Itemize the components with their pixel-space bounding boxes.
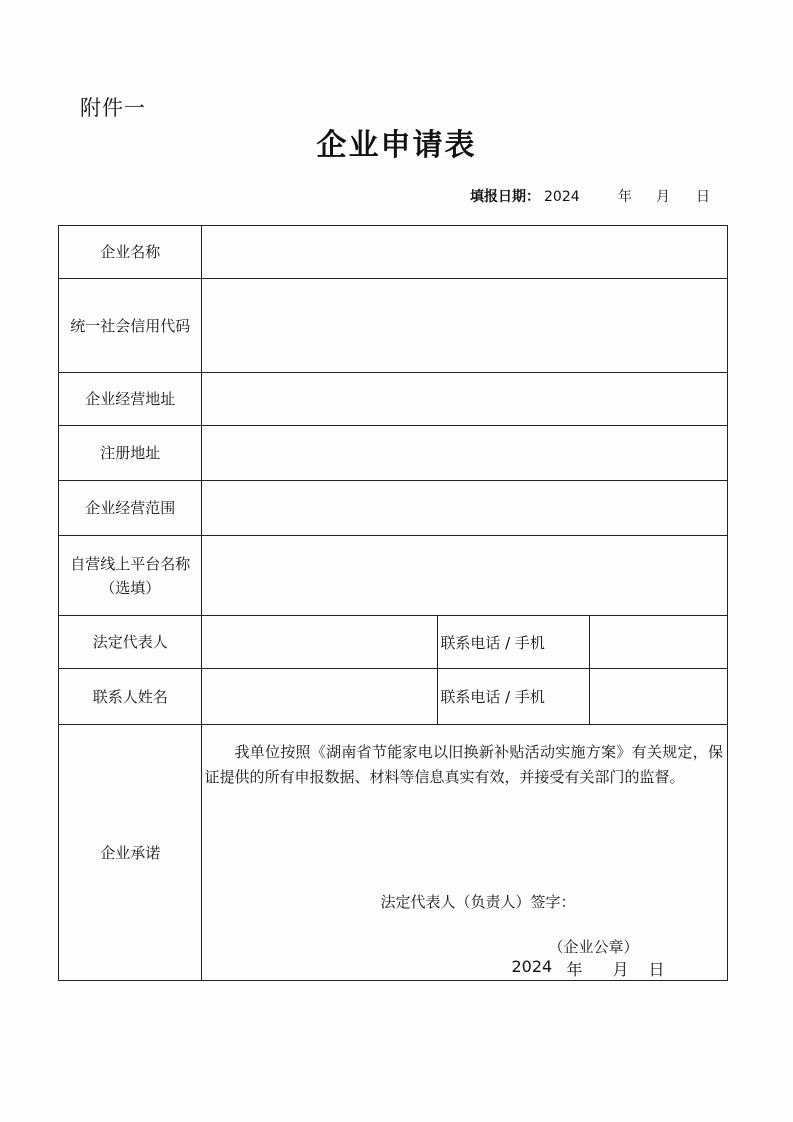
pledge-date-month-unit: 月 xyxy=(612,959,629,979)
pledge-date-day-unit: 日 xyxy=(648,959,665,979)
pledge-date-year-unit: 年 xyxy=(566,959,583,979)
fill-date-day-unit: 日 xyxy=(696,189,710,205)
company-name-label: 企业名称 xyxy=(59,226,202,279)
fill-date-line xyxy=(470,186,710,206)
form-title: 企业申请表 xyxy=(316,128,477,163)
business-address-label: 企业经营地址 xyxy=(59,373,202,426)
pledge-text: 我单位按照《湖南省节能家电以旧换新补贴活动实施方案》有关规定，保证提供的所有申报数据、材料等信息真实有效，并接受有关部门的监督。 xyxy=(204,742,723,786)
platform-name-label xyxy=(59,536,202,616)
contact-phone-label: 联系电话 / 手机 xyxy=(438,669,589,725)
row-credit-code xyxy=(59,279,728,373)
credit-code-label: 统一社会信用代码 xyxy=(59,279,202,373)
fill-date-year-unit: 年 xyxy=(618,189,632,205)
fill-date-label: 填报日期： xyxy=(470,189,540,205)
fill-date-month-unit: 月 xyxy=(656,189,670,205)
company-name-field[interactable] xyxy=(202,226,728,279)
registered-address-label: 注册地址 xyxy=(59,426,202,481)
credit-code-field[interactable] xyxy=(202,279,728,373)
application-form-table xyxy=(58,225,728,981)
signature-label: 法定代表人（负责人）签字： xyxy=(380,892,576,911)
row-business-address xyxy=(59,373,728,426)
pledge-date xyxy=(511,956,665,979)
legal-rep-phone-field[interactable] xyxy=(589,616,727,669)
contact-phone-field[interactable] xyxy=(589,669,727,725)
row-platform-name xyxy=(59,536,728,616)
row-registered-address xyxy=(59,426,728,481)
platform-name-field[interactable] xyxy=(202,536,728,616)
pledge-date-year: 2024 xyxy=(511,956,553,976)
legal-rep-field[interactable] xyxy=(202,616,438,669)
company-seal-label: （企业公章） xyxy=(548,937,639,956)
business-scope-label: 企业经营范围 xyxy=(59,481,202,536)
legal-rep-label: 法定代表人 xyxy=(59,616,202,669)
pledge-cell xyxy=(202,725,728,981)
row-legal-rep xyxy=(59,616,728,669)
attachment-label: 附件一 xyxy=(80,96,146,120)
legal-rep-phone-label: 联系电话 / 手机 xyxy=(438,616,589,669)
business-address-field[interactable] xyxy=(202,373,728,426)
pledge-label: 企业承诺 xyxy=(59,725,202,981)
platform-name-label-line2: （选填） xyxy=(100,578,161,597)
fill-date-year: 2024 xyxy=(544,189,580,205)
contact-name-field[interactable] xyxy=(202,669,438,725)
row-pledge xyxy=(59,725,728,981)
registered-address-field[interactable] xyxy=(202,426,728,481)
platform-name-label-line1: 自营线上平台名称 xyxy=(70,554,191,573)
business-scope-field[interactable] xyxy=(202,481,728,536)
contact-name-label: 联系人姓名 xyxy=(59,669,202,725)
row-company-name xyxy=(59,226,728,279)
row-contact-name xyxy=(59,669,728,725)
row-business-scope xyxy=(59,481,728,536)
